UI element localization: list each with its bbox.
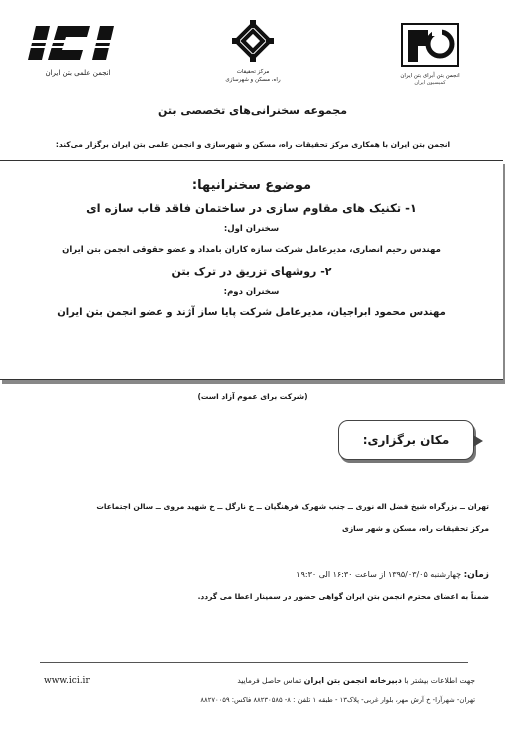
venue-label: مکان برگزاری: [362,433,450,447]
website-link[interactable]: www.ici.ir [44,676,90,686]
topics-heading: موضوع سخنرانیها: [191,178,312,193]
right-logo-caption-2: کمیسیون ایران [414,80,446,86]
time-label: زمان: [463,570,489,580]
public-note: (شرکت برای عموم آزاد است) [197,392,308,401]
knot-emblem-icon [230,20,276,64]
certificate-note: ضمناً به اعضای محترم انجمن بتن ایران گواهی حضور در سمینار اعطا می گردد. [197,592,489,601]
topic-2: ۲- روشهای تزریق در ترک بتن [171,265,332,278]
aci-iran-emblem-icon [398,22,462,68]
time-row [11,570,489,580]
road-housing-research-center-logo [208,20,298,90]
center-logo-caption-2: راه، مسکن و شهرسازی [225,77,281,83]
speaker-2: مهندس محمود ابراجیان، مدیرعامل شرکت پایا ساز آژند و عضو انجمن بتن ایران [57,307,446,318]
footer-divider [40,662,468,663]
center-logo-caption-1: مرکز تحقیقات [236,69,270,75]
contact-org: دبیرخانه انجمن بتن ایران [303,676,402,685]
series-title: مجموعه سخنرانی‌های تخصصی بتن [157,104,347,117]
speaker-2-heading: سخنران دوم: [223,287,280,297]
ici-logo-mark [28,24,124,62]
contact-suffix: تماس حاصل فرمایید [237,676,302,685]
topic-1: ۱- تکنیک های مقاوم سازی در ساختمان فاقد قاب سازه ای [86,201,417,215]
lectures-box [0,160,503,380]
ici-logo [28,24,128,80]
contact-prefix: جهت اطلاعات بیشتر با [404,676,475,685]
address-line-2: مرکز تحقیقات راه، مسکن و شهر سازی [341,524,489,533]
venue-label-tag [338,420,474,460]
contact-line [237,676,475,685]
iran-concrete-institute-logo [378,22,482,90]
speaker-1: مهندس رحیم انصاری، مدیرعامل شرکت سازه کاران بامداد و عضو حقوقی انجمن بتن ایران [62,245,441,255]
address-line-1: تهران ــ بزرگراه شیخ فضل اله نوری ــ جنب شهرک فرهنگیان ــ خ نارگل ــ خ شهید مروی ــ سالن اجتماعات [96,502,489,511]
ici-logo-caption: انجمن علمی بتن ایران [45,69,111,77]
time-value: چهارشنبه ۱۳۹۵/۰۳/۰۵ از ساعت ۱۶:۳۰ الی ۱۹:۳۰ [296,570,462,579]
footer-address: تهران- شهرآرا- خ آرش مهر، بلوار غربی- پلاک۱۳ - طبقه ۱ تلفن : ۸- ۸۸۲۳۰۵۸۵ فاکس: ۸۸۲۷۰۰۵۹ [200,696,475,704]
right-logo-caption-1: انجمن بتن آبرای بتن ایران [400,73,460,79]
speaker-1-heading: سخنران اول: [223,224,280,234]
intro-text: انجمن بتن ایران با همکاری مرکز تحقیقات راه، مسکن و شهرسازی و انجمن علمی بتن ایران برگزار می‌کند: [55,140,451,149]
